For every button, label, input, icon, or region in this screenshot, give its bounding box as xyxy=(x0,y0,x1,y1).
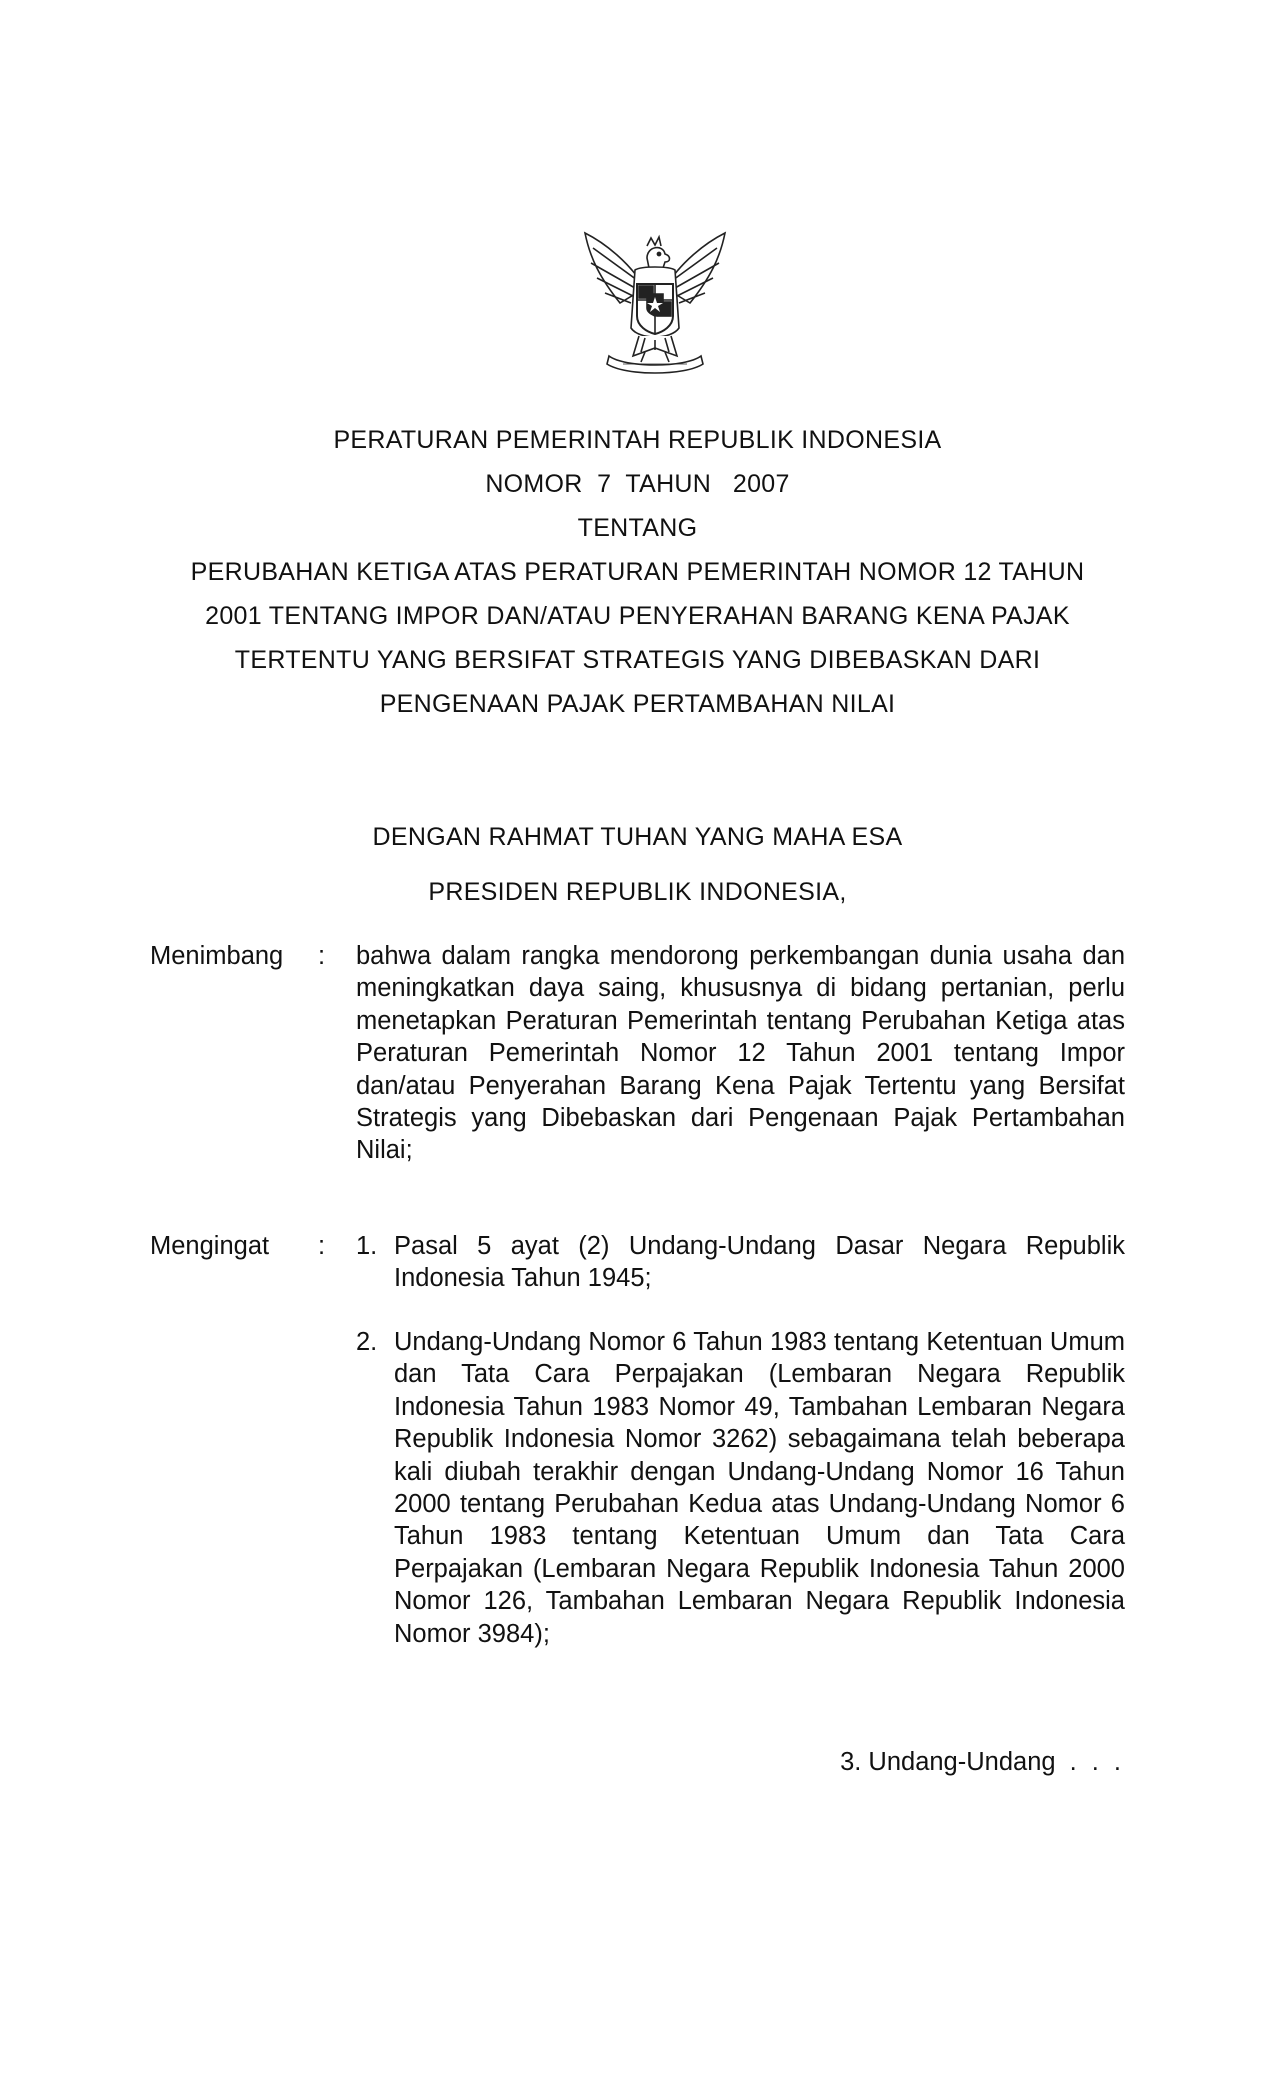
list-item-text: Pasal 5 ayat (2) Undang-Undang Dasar Negara Republik Indonesia Tahun 1945; xyxy=(394,1232,1125,1293)
title-block xyxy=(150,418,1125,726)
regulation-number: NOMOR 7 TAHUN 2007 xyxy=(485,470,790,498)
subject-line-2: 2001 TENTANG IMPOR DAN/ATAU PENYERAHAN BARANG KENA PAJAK xyxy=(205,602,1070,630)
continuation-dots: . . . xyxy=(1069,1748,1125,1776)
subject-line-1: PERUBAHAN KETIGA ATAS PERATURAN PEMERINTAH NOMOR 12 TAHUN xyxy=(190,558,1085,586)
page-continuation xyxy=(840,1748,1125,1777)
preamble-presiden: PRESIDEN REPUBLIK INDONESIA, xyxy=(428,878,847,906)
list-item-text: Undang-Undang Nomor 6 Tahun 1983 tentang Ketentuan Umum dan Tata Cara Perpajakan (Lembaran Negara Republik Indonesia Tahun 1983 Nomor 49, Tambahan Lembaran Negara Republik Indonesia Nomor 3262) sebagaimana telah beberapa kali diubah terakhir dengan Undang-Undang Nomor 16 Tahun 2000 tentang Perubahan Kedua atas Undang-Undang Nomor 6 Tahun 1983 tentang Ketentuan Umum dan Tata Cara Perpajakan (Lembaran Negara Republik Indonesia Tahun 2000 Nomor 126, Tambahan Lembaran Negara Republik Indonesia Nomor 3984); xyxy=(394,1328,1125,1648)
garuda-pancasila-emblem-icon xyxy=(575,218,735,383)
tentang-heading: TENTANG xyxy=(577,514,698,542)
regulation-title: PERATURAN PEMERINTAH REPUBLIK INDONESIA xyxy=(333,426,942,454)
list-item-number: 2. xyxy=(356,1328,378,1356)
continuation-text: 3. Undang-Undang xyxy=(840,1748,1056,1776)
mengingat-label: Mengingat xyxy=(150,1232,270,1260)
list-item-number: 1. xyxy=(356,1232,378,1260)
menimbang-label: Menimbang xyxy=(150,942,284,970)
subject-line-3: TERTENTU YANG BERSIFAT STRATEGIS YANG DIBEBASKAN DARI xyxy=(234,646,1041,674)
menimbang-text: bahwa dalam rangka mendorong perkembangan dunia usaha dan meningkatkan daya saing, khususnya di bidang pertanian, perlu menetapkan Peraturan Pemerintah tentang Perubahan Ketiga atas Peraturan Pemerintah Nomor 12 Tahun 2001 tentang Impor dan/atau Penyerahan Barang Kena Pajak Tertentu yang Bersifat Strategis yang Dibebaskan dari Pengenaan Pajak Pertambahan Nilai; xyxy=(356,942,1125,1165)
mengingat-colon: : xyxy=(318,1232,326,1260)
menimbang-colon: : xyxy=(318,942,326,970)
preamble-rahmat: DENGAN RAHMAT TUHAN YANG MAHA ESA xyxy=(372,823,903,851)
subject-line-4: PENGENAAN PAJAK PERTAMBAHAN NILAI xyxy=(379,690,896,718)
